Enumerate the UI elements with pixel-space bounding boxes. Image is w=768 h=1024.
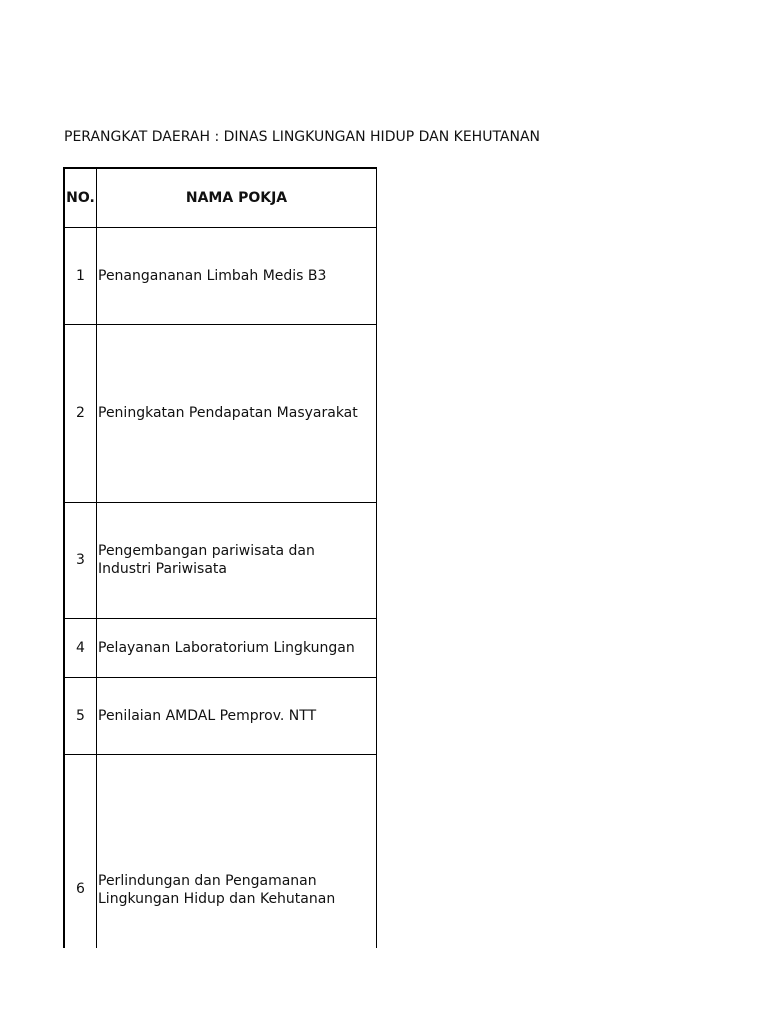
pokja-name-line: Perlindungan dan Pengamanan [98, 872, 317, 889]
pokja-name [97, 618, 377, 677]
perangkat-daerah-heading: PERANGKAT DAERAH : DINAS LINGKUNGAN HIDUP DAN KEHUTANAN [64, 129, 541, 145]
pokja-name-line: Industri Pariwisata [98, 561, 227, 577]
table-row [64, 677, 377, 754]
row-number: 6 [64, 754, 97, 948]
column-header-no: NO. [64, 168, 97, 227]
row-number: 1 [64, 227, 97, 324]
pokja-name [97, 324, 377, 502]
column-header-nama-pokja: NAMA POKJA [97, 168, 377, 227]
pokja-name-line: Pengembangan pariwisata dan [98, 543, 315, 559]
table-row [64, 502, 377, 618]
row-number: 4 [64, 618, 97, 677]
pokja-name [97, 677, 377, 754]
pokja-name [97, 502, 377, 618]
pokja-table [63, 167, 377, 948]
table-row [64, 324, 377, 502]
pokja-name-line: Penangananan Limbah Medis B3 [98, 267, 327, 284]
row-number: 3 [64, 502, 97, 618]
row-number: 5 [64, 677, 97, 754]
table-header-row [64, 168, 377, 227]
table-row [64, 618, 377, 677]
pokja-name-line: Penilaian AMDAL Pemprov. NTT [98, 707, 317, 724]
row-number: 2 [64, 324, 97, 502]
pokja-name-line: Pelayanan Laboratorium Lingkungan [98, 639, 355, 656]
pokja-name [97, 227, 377, 324]
pokja-name [97, 754, 377, 948]
table-row [64, 754, 377, 948]
pokja-name-line: Peningkatan Pendapatan Masyarakat [98, 405, 358, 421]
pokja-name-line: Lingkungan Hidup dan Kehutanan [98, 890, 336, 907]
table-row [64, 227, 377, 324]
